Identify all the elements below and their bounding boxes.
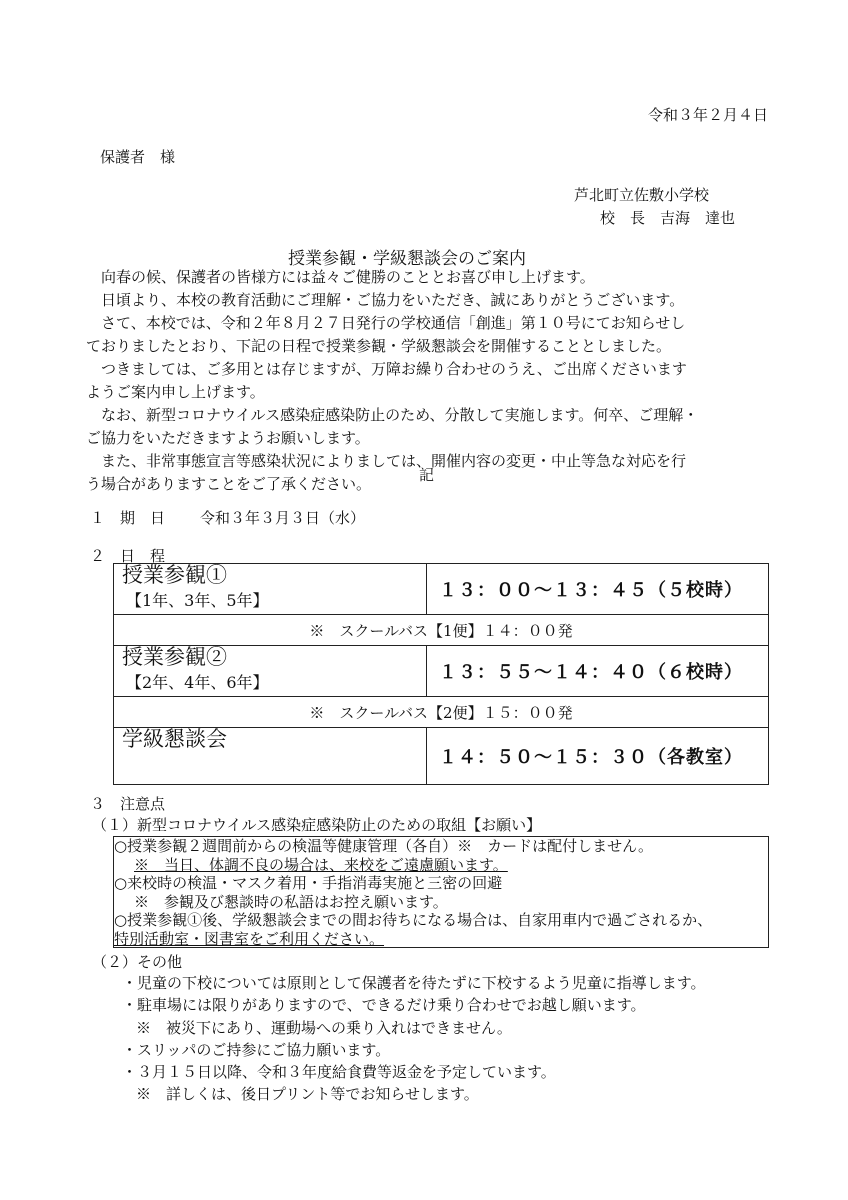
date-item (90, 507, 365, 528)
other-line: ・スリッパのご持参にご協力願います。 (122, 1040, 391, 1059)
school-name: 芦北町立佐敷小学校 (574, 186, 710, 204)
schedule-event: 授業参観① (122, 563, 227, 587)
schedule-row (114, 728, 769, 785)
schedule-time: １４：５０～１５：３０（各教室） (427, 728, 769, 785)
bus-info: ※ スクールバス【2便】１５：００発 (114, 697, 769, 728)
schedule-grades: 【2年、4年、6年】 (126, 673, 269, 692)
schedule-event-cell (114, 646, 427, 697)
schedule-event-cell (114, 728, 427, 785)
body-line: ご協力をいただきますようお願いします。 (86, 429, 370, 447)
other-subheading: （２）その他 (92, 953, 183, 971)
body-line: う場合がありますことをご了承ください。 (86, 475, 372, 493)
schedule-event: 学級懇談会 (122, 727, 227, 751)
body-line: なお、新型コロナウイルス感染症感染防止のため、分散して実施します。何卒、ご理解・ (86, 406, 699, 424)
schedule-row (114, 646, 769, 697)
note-line: 特別活動室・図書室をご利用ください。 (114, 929, 385, 948)
schedule-table (113, 563, 769, 785)
note-line: ○授業参観２週間前からの検温等健康管理（各自）※ カードは配付しません。 (114, 837, 653, 855)
bus-row (114, 615, 769, 646)
notes-heading: ３ 注意点 (90, 795, 166, 813)
body-line: さて、本校では、令和２年８月２７日発行の学校通信「創進」第１０号にてお知らせし (86, 314, 686, 332)
other-line: ・３月１５日以降、令和３年度給食費等返金を予定しています。 (122, 1063, 556, 1082)
body-line: ておりましたとおり、下記の日程で授業参観・学級懇談会を開催することとしました。 (86, 337, 672, 355)
other-line: ※ 被災下にあり、運動場への乗り入れはできません。 (136, 1018, 512, 1037)
other-line: ※ 詳しくは、後日プリント等でお知らせします。 (136, 1085, 479, 1104)
bus-row (114, 697, 769, 728)
ki-mark: 記 (419, 466, 435, 484)
other-line: ・児童の下校については原則として保護者を待たずに下校するよう児童に指導します。 (122, 974, 706, 992)
other-notes (122, 972, 706, 1106)
note-line: ※ 当日、体調不良の場合は、来校をご遠慮願います。 (134, 855, 508, 874)
schedule-event: 授業参観② (122, 645, 227, 669)
schedule-row (114, 564, 769, 615)
body-line: また、非常事態宣言等感染状況によりましては、開催内容の変更・中止等急な対応を行 (86, 452, 687, 470)
covid-notes-box (113, 836, 769, 948)
schedule-heading: ２ 日 程 (90, 547, 166, 565)
note-line: ○来校時の検温・マスク着用・手指消毒実施と三密の回避 (114, 874, 503, 893)
recipient: 保護者 様 (100, 148, 176, 166)
covid-subheading: （１）新型コロナウイルス感染症感染防止のための取組【お願い】 (92, 816, 542, 834)
schedule-event-cell (114, 564, 427, 615)
body-text (86, 266, 786, 496)
schedule-time: １３：５５～１４：４０（６校時） (427, 646, 769, 697)
bus-info: ※ スクールバス【1便】１４：００発 (114, 615, 769, 646)
body-line: 向春の候、保護者の皆様方には益々ご健勝のこととお喜び申し上げます。 (86, 268, 595, 286)
sender-block (574, 184, 735, 230)
document-title: 授業参観・学級懇談会のご案内 (288, 249, 526, 269)
note-line: ○授業参観①後、学級懇談会までの間お待ちになる場合は、自家用車内で過ごされるか、 (114, 911, 713, 930)
body-line: 日頃より、本校の教育活動にご理解・ご協力をいただき、誠にありがとうございます。 (86, 291, 685, 309)
schedule-grades: 【1年、3年、5年】 (126, 591, 269, 610)
body-line: ようご案内申し上げます。 (86, 383, 265, 401)
date-item-label: １ 期 日 (90, 509, 166, 527)
principal-name: 校 長 吉海 達也 (600, 209, 736, 227)
document-date: 令和３年２月４日 (647, 106, 768, 124)
body-line: つきましては、ご多用とは存じますが、万障お繰り合わせのうえ、ご出席くださいます (86, 360, 687, 378)
schedule-time: １３：００～１３：４５（５校時） (427, 564, 769, 615)
note-line: ※ 参観及び懇談時の私語はお控え願います。 (134, 892, 448, 911)
date-item-value: 令和３年３月３日（水） (200, 509, 366, 527)
other-line: ・駐車場には限りがありますので、できるだけ乗り合わせでお越し願います。 (122, 996, 646, 1015)
